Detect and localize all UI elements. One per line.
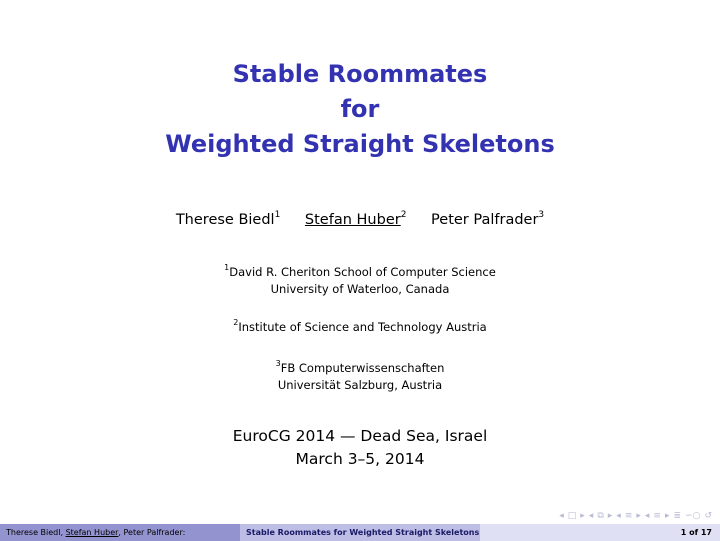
event-date: March 3–5, 2014 <box>295 450 425 468</box>
affiliation-2: $^2$Institute of Science and Technology Austria <box>233 318 487 334</box>
nav-prev-frame-icon[interactable]: ◂ <box>559 511 564 521</box>
event-info <box>0 425 720 471</box>
affiliation-1: $^1$David R. Cheriton School of Computer Science University of Waterloo, Canada <box>224 263 496 296</box>
nav-doc-icon[interactable]: ≡ <box>653 511 661 521</box>
nav-prev-doc-icon[interactable]: ◂ <box>644 511 650 521</box>
nav-next-doc-icon[interactable]: ▸ <box>664 511 670 521</box>
nav-frame-icon[interactable]: □ <box>567 511 577 521</box>
beamer-navigation <box>559 510 712 522</box>
title-line-1: Stable Roommates <box>232 60 488 88</box>
title-line-3: Weighted Straight Skeletons <box>165 130 555 158</box>
slide-title <box>0 57 720 162</box>
nav-next-frame-icon[interactable]: ▸ <box>580 511 585 521</box>
title-line-2: for <box>340 95 380 123</box>
footer-page: 1 of 17 <box>480 524 720 541</box>
nav-prev-subsection-icon[interactable]: ◂ <box>588 511 594 521</box>
nav-next-subsection-icon[interactable]: ▸ <box>607 511 613 521</box>
footer-authors: Therese Biedl, Stefan Huber, Peter Palfrader: <box>0 524 240 541</box>
affiliation-3: $^3$FB Computerwissenschaften Universität Salzburg, Austria <box>275 359 445 392</box>
author-biedl: Therese Biedl$^1$ <box>175 210 281 228</box>
nav-prev-section-icon[interactable]: ◂ <box>616 511 621 521</box>
nav-next-section-icon[interactable]: ▸ <box>636 511 641 521</box>
nav-back-icon[interactable]: ↺ <box>704 511 712 521</box>
nav-subsection-icon[interactable]: ⧉ <box>597 511 604 521</box>
author-list <box>0 212 720 228</box>
footer-title: Stable Roommates for Weighted Straight Skeletons <box>240 524 480 541</box>
nav-section-icon[interactable]: ≡ <box>624 511 633 521</box>
nav-align-icon[interactable]: ≣ <box>673 511 682 521</box>
nav-search-icon[interactable]: ∽○ <box>685 511 701 521</box>
author-huber: Stefan Huber$^2$ <box>304 210 407 228</box>
footer <box>0 524 720 541</box>
author-palfrader: Peter Palfrader$^3$ <box>431 210 545 228</box>
event-name: EuroCG 2014 — Dead Sea, Israel <box>232 427 488 445</box>
